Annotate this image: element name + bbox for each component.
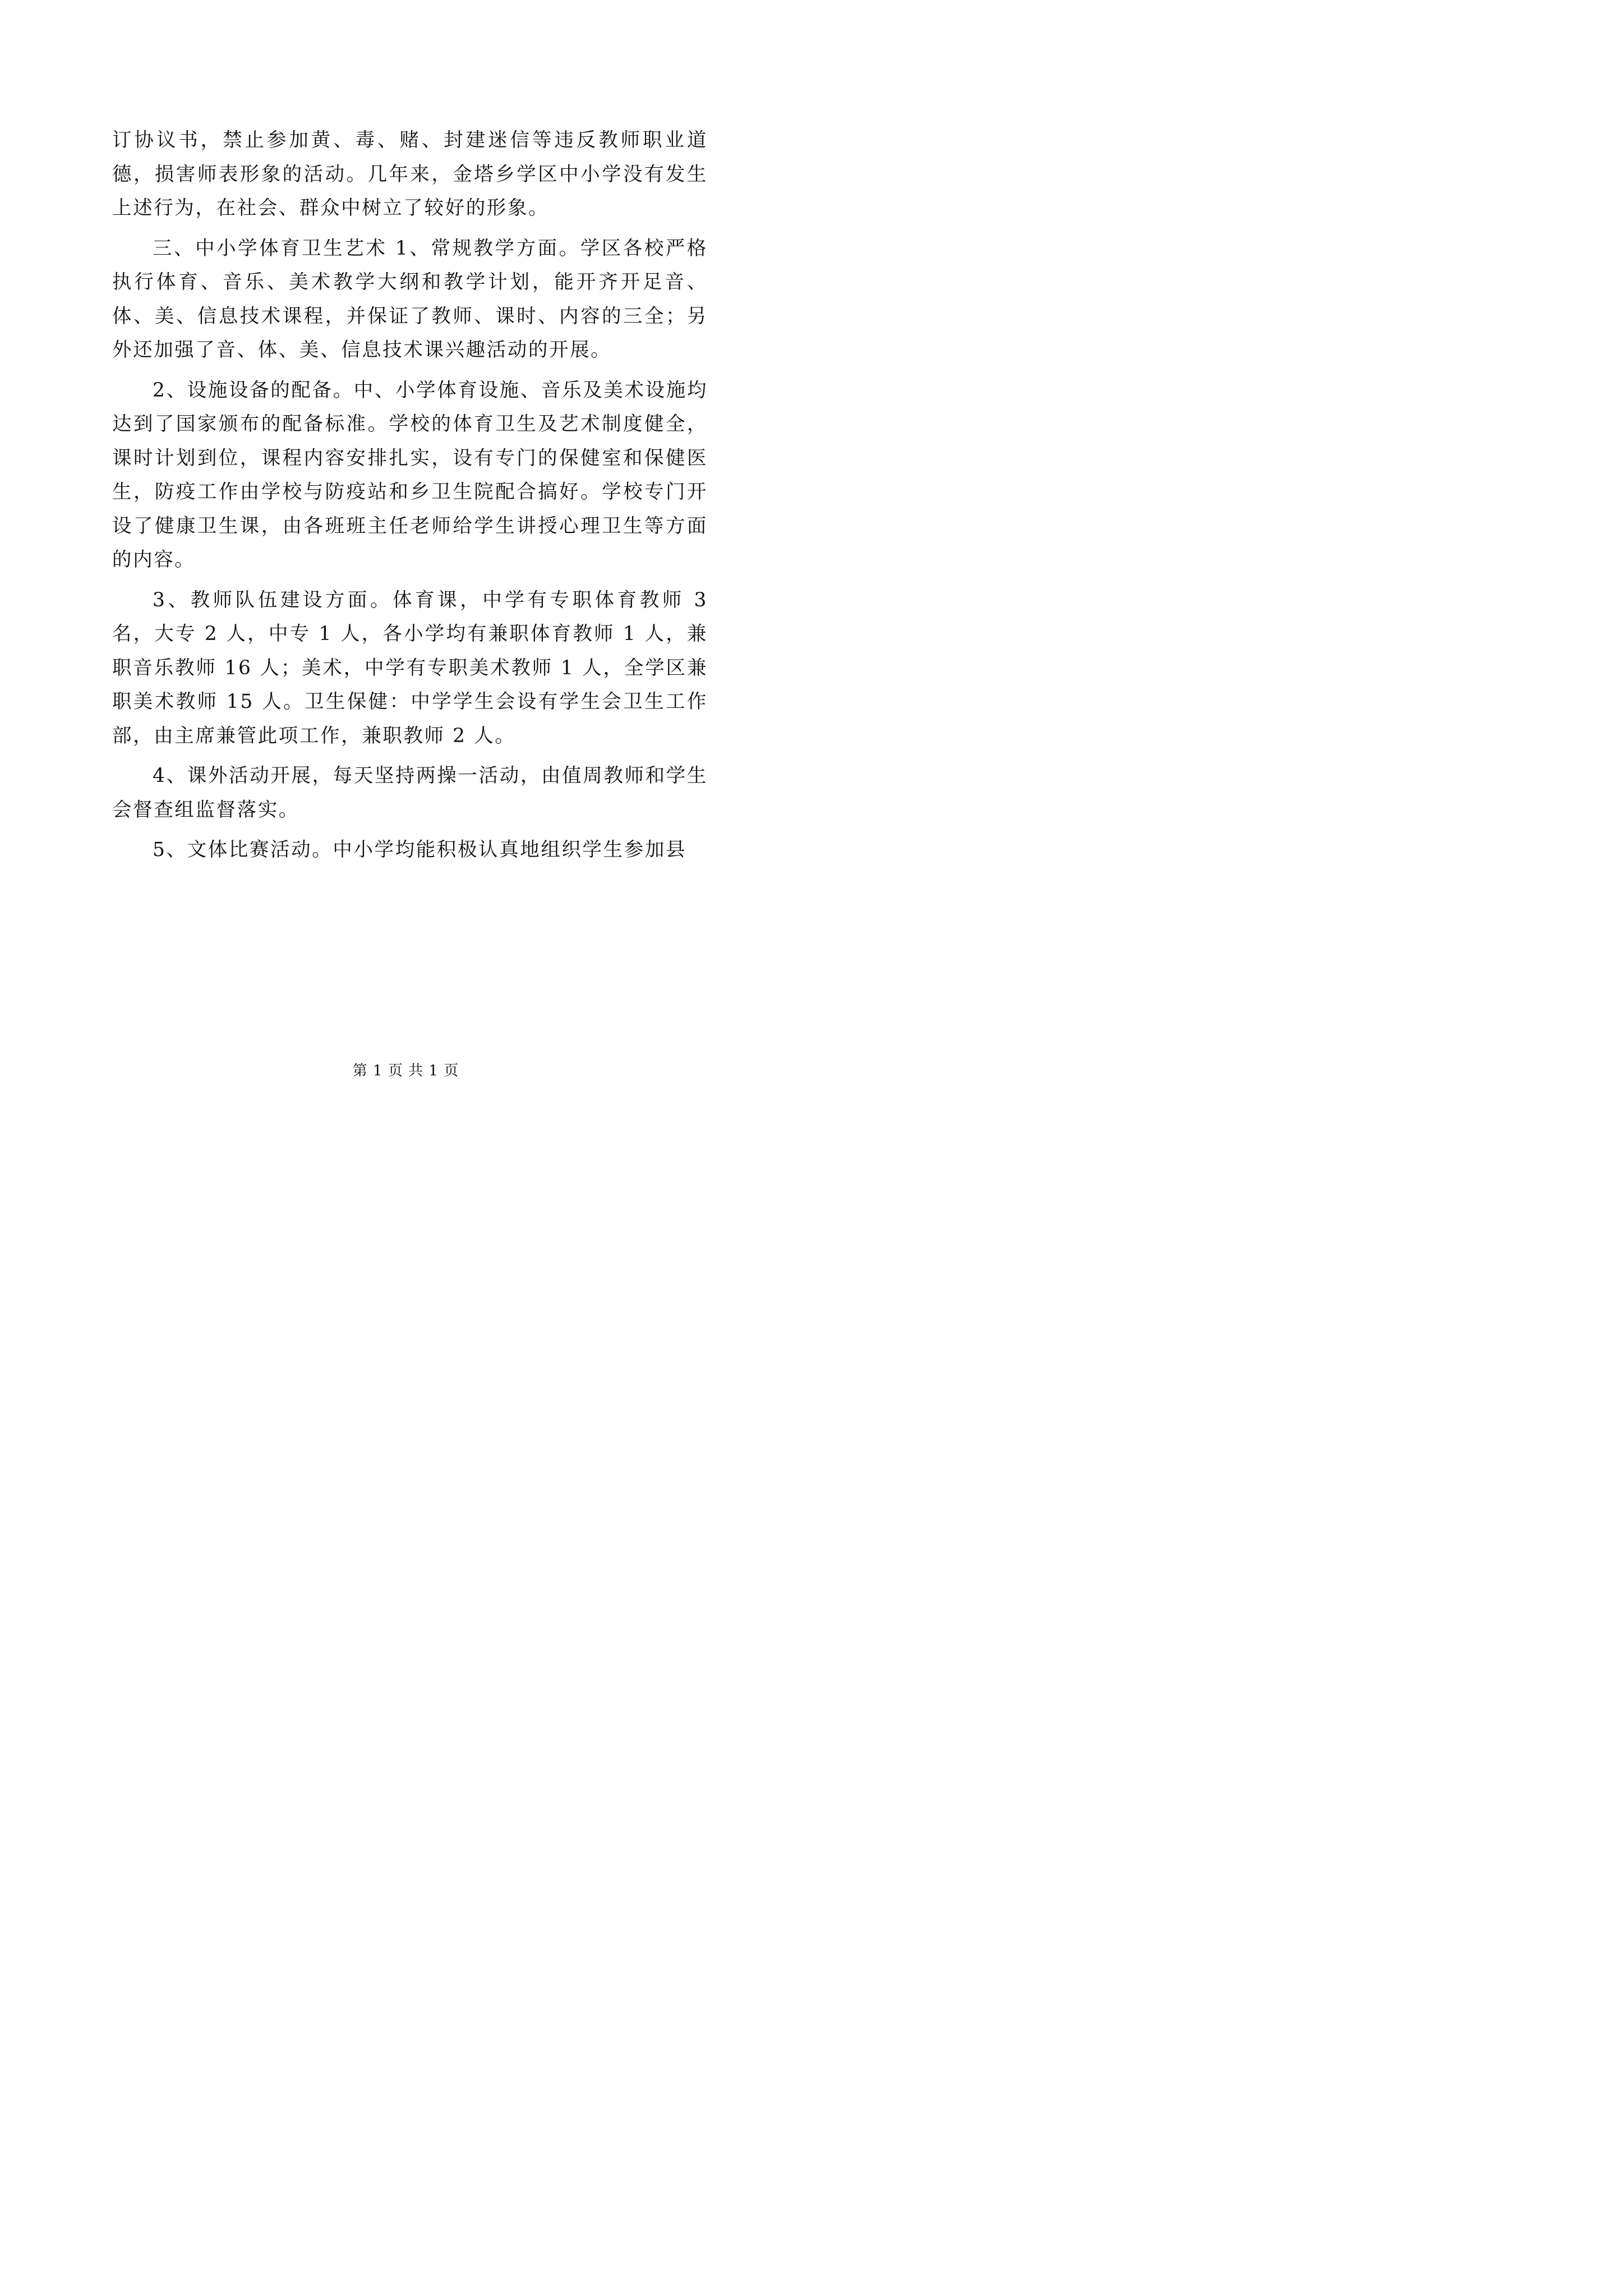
paragraph-section-3: 三、中小学体育卫生艺术 1、常规教学方面。学区各校严格执行体育、音乐、美术教学大纲和教学计划，能开齐开足音、体、美、信息技术课程，并保证了教师、课时、内容的三全；另外还加强了音、体、美、信息技术课兴趣活动的开展。 <box>112 237 708 361</box>
document-page <box>0 0 811 1148</box>
paragraph-activities: 4、课外活动开展，每天坚持两操一活动，由值周教师和学生会督查组监督落实。 <box>112 765 708 821</box>
paragraph-teachers: 3、教师队伍建设方面。体育课，中学有专职体育教师 3 名，大专 2 人，中专 1 人，各小学均有兼职体育教师 1 人，兼职音乐教师 16 人；美术，中学有专职美术教师 1 人，全学区兼职美术教师 15 人。卫生保健：中学学生会设有学生会卫生工作部，由主席兼管此项工作，兼职教师 2 人。 <box>112 588 708 747</box>
paragraph-competitions: 5、文体比赛活动。中小学均能积极认真地组织学生参加县 <box>153 839 687 861</box>
paragraph-continuation: 订协议书，禁止参加黄、毒、赌、封建迷信等违反教师职业道德，损害师表形象的活动。几年来，金塔乡学区中小学没有发生上述行为，在社会、群众中树立了较好的形象。 <box>112 129 708 219</box>
document-body <box>112 123 708 873</box>
page-footer: 第 1 页 共 1 页 <box>352 1062 459 1079</box>
paragraph-facilities: 2、设施设备的配备。中、小学体育设施、音乐及美术设施均达到了国家颁布的配备标准。学校的体育卫生及艺术制度健全，课时计划到位，课程内容安排扎实，设有专门的保健室和保健医生，防疫工作由学校与防疫站和乡卫生院配合搞好。学校专门开设了健康卫生课，由各班班主任老师给学生讲授心理卫生等方面的内容。 <box>112 379 708 571</box>
